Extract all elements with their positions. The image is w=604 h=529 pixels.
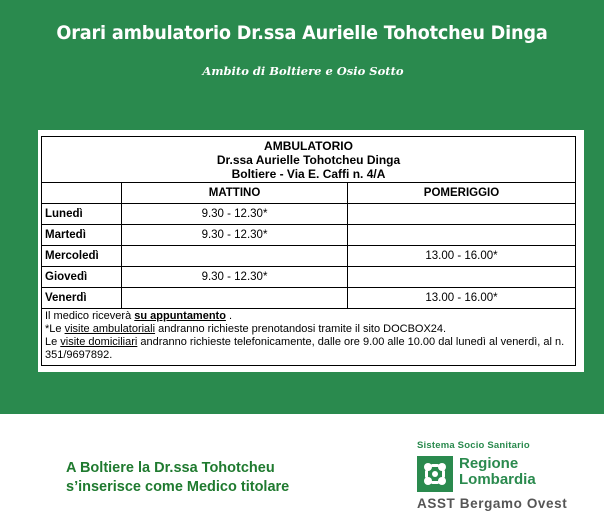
day-column-header bbox=[42, 183, 122, 204]
schedule-table bbox=[41, 136, 576, 366]
note-emphasis: visite ambulatoriali bbox=[64, 323, 156, 335]
note-text: . bbox=[225, 310, 233, 322]
news-line: s’inserisce come Medico titolare bbox=[66, 479, 290, 495]
afternoon-cell bbox=[348, 225, 576, 246]
note-text: andranno richieste telefonicamente, dalle ore 9.00 alle 10.00 dal lunedì al venerdì, al n. 351/9697892. bbox=[45, 336, 565, 361]
day-cell: Giovedì bbox=[42, 267, 122, 288]
note-text: andranno richieste prenotandosi tramite il sito DOCBOX24. bbox=[155, 323, 447, 335]
note-text: Il medico riceverà bbox=[45, 310, 135, 322]
logo-region-name bbox=[459, 456, 536, 488]
table-row bbox=[42, 246, 576, 267]
afternoon-cell bbox=[348, 204, 576, 225]
table-row bbox=[42, 288, 576, 309]
news-line: A Boltiere la Dr.ssa Tohotcheu bbox=[66, 460, 275, 476]
logo-region-line: Regione bbox=[459, 455, 519, 472]
day-cell: Martedì bbox=[42, 225, 122, 246]
day-cell: Mercoledì bbox=[42, 246, 122, 267]
schedule-heading-address: Boltiere - Via E. Caffi n. 4/A bbox=[231, 167, 386, 181]
afternoon-cell: 13.00 - 16.00* bbox=[348, 246, 576, 267]
page-subtitle: Ambito di Boltiere e Osio Sotto bbox=[202, 64, 404, 78]
regione-lombardia-logo-icon bbox=[417, 456, 453, 492]
logo-caption: Sistema Socio Sanitario bbox=[417, 440, 530, 451]
morning-column-header: MATTINO bbox=[122, 183, 348, 204]
day-cell: Venerdì bbox=[42, 288, 122, 309]
note-text: Le bbox=[45, 336, 61, 348]
morning-cell bbox=[122, 288, 348, 309]
note-text: *Le bbox=[45, 323, 65, 335]
schedule-heading-doctor: Dr.ssa Aurielle Tohotcheu Dinga bbox=[216, 153, 401, 167]
schedule-heading-title: AMBULATORIO bbox=[264, 139, 353, 153]
morning-cell: 9.30 - 12.30* bbox=[122, 225, 348, 246]
day-cell: Lunedì bbox=[42, 204, 122, 225]
afternoon-column-header: POMERIGGIO bbox=[348, 183, 576, 204]
note-home-visits bbox=[45, 336, 572, 362]
logo-asst: ASST Bergamo Ovest bbox=[417, 496, 568, 511]
logo-region-line: Lombardia bbox=[459, 471, 536, 488]
note-emphasis: visite domiciliari bbox=[60, 336, 138, 348]
schedule-heading bbox=[42, 137, 576, 183]
table-row bbox=[42, 225, 576, 246]
afternoon-cell: 13.00 - 16.00* bbox=[348, 288, 576, 309]
table-row bbox=[42, 204, 576, 225]
morning-cell bbox=[122, 246, 348, 267]
afternoon-cell bbox=[348, 267, 576, 288]
morning-cell: 9.30 - 12.30* bbox=[122, 267, 348, 288]
schedule-notes bbox=[42, 309, 576, 366]
page-title: Orari ambulatorio Dr.ssa Aurielle Tohotcheu Dinga bbox=[56, 22, 548, 44]
morning-cell: 9.30 - 12.30* bbox=[122, 204, 348, 225]
note-emphasis: su appuntamento bbox=[134, 310, 226, 322]
news-caption bbox=[66, 459, 289, 497]
note-clinic-visits bbox=[45, 323, 572, 336]
note-appointment bbox=[45, 310, 572, 323]
table-row bbox=[42, 267, 576, 288]
